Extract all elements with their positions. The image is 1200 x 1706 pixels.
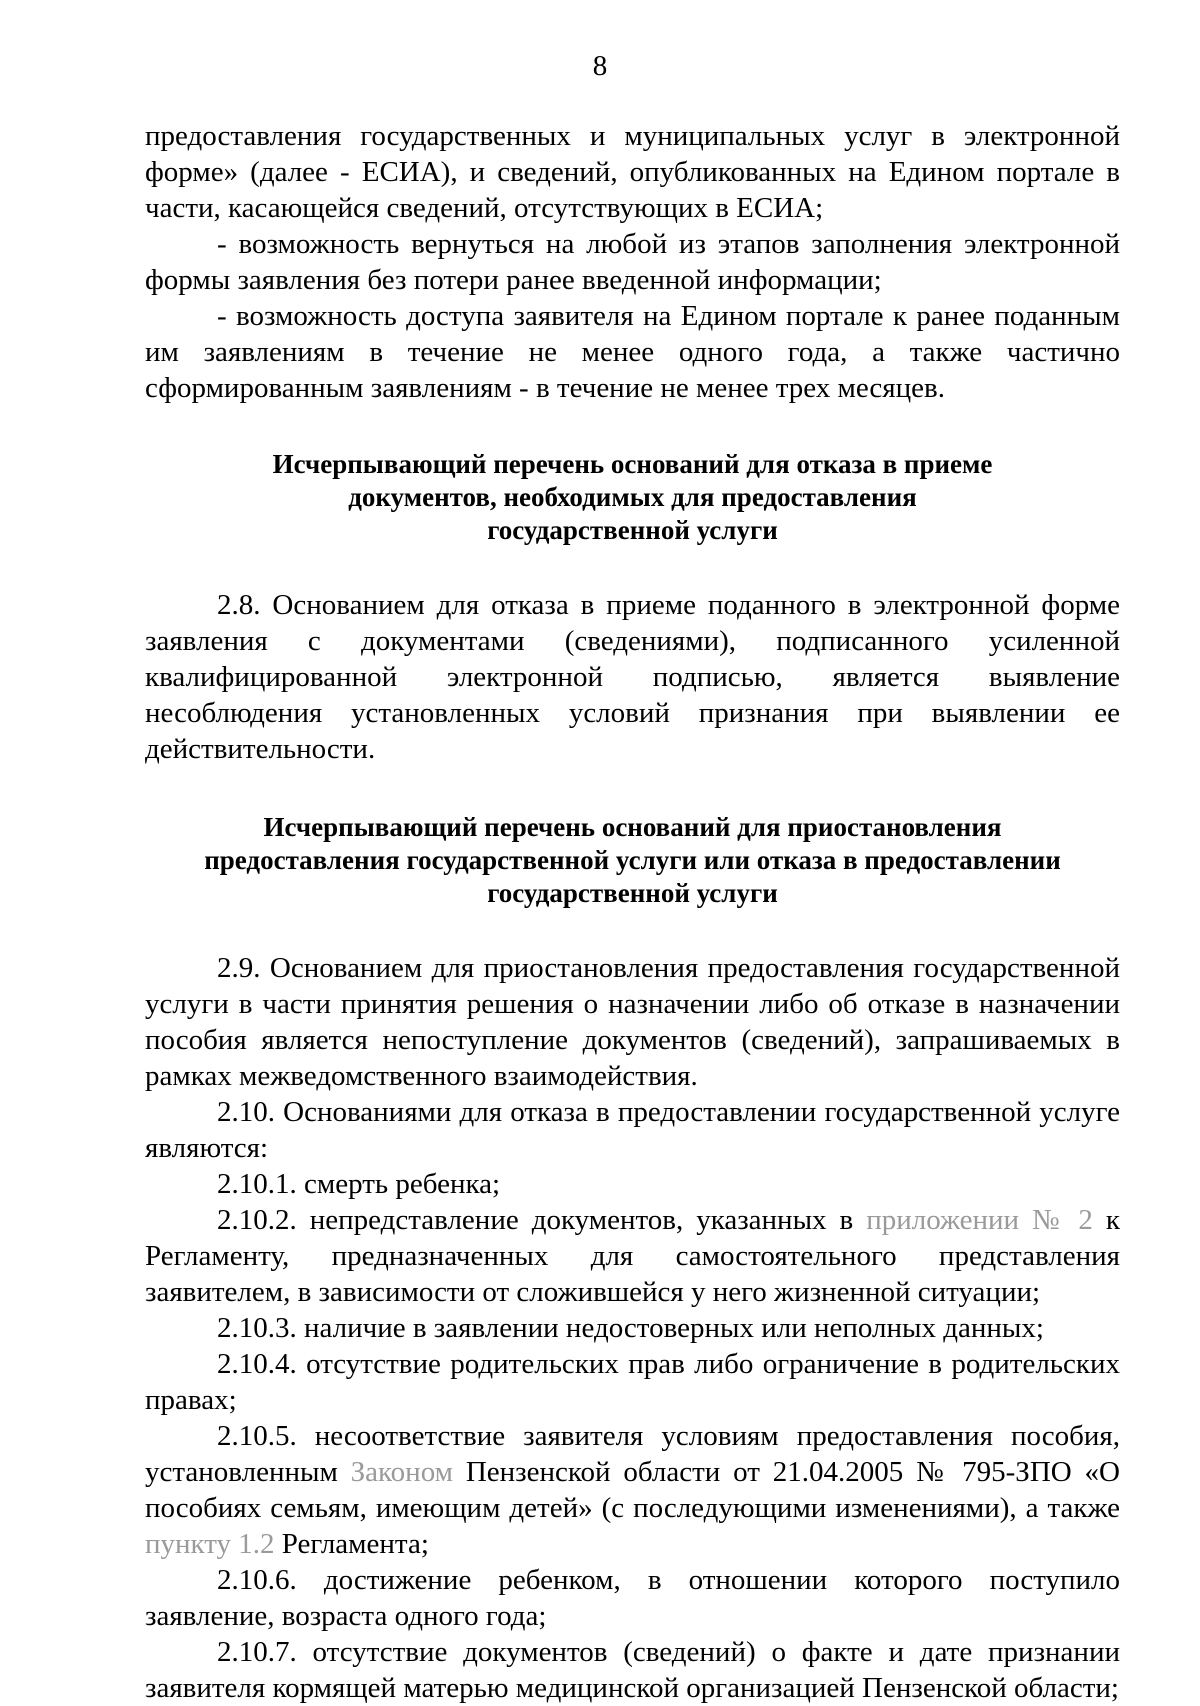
list-item: - возможность доступа заявителя на Едином портале к ранее поданным им заявлениям в течение не менее одного года, а также частично сформированным заявлениям - в течение не менее трех месяцев. [145, 300, 1120, 404]
heading-line: государственной услуги [487, 515, 778, 545]
section-heading-suspension [145, 811, 1120, 910]
text-span: к Регламенту, предназначенных для самостоятельного представления заявителем, в зависимости от сложившейся у него жизненной ситуации; [145, 1204, 1120, 1308]
document-body [145, 118, 1120, 1706]
paragraph-2-10-7: 2.10.7. отсутствие документов (сведений) о факте и дате признании заявителя кормящей матерью медицинской организацией Пензенской области; [145, 1636, 1120, 1704]
page-number: 8 [592, 50, 608, 82]
paragraph-2-9: 2.9. Основанием для приостановления предоставления государственной услуги в части принятия решения о назначении либо об отказе в назначении пособия является непоступление документов (сведений), запрашиваемых в рамках межведомственного взаимодействия. [145, 952, 1120, 1092]
text-span: 2.10.2. непредставление документов, указанных в [217, 1204, 867, 1236]
paragraph-2-10-2 [145, 1202, 1120, 1310]
heading-line: государственной услуги [487, 878, 778, 908]
text-span: Регламента; [274, 1528, 429, 1560]
clause-1-2-link[interactable]: пункту 1.2 [145, 1528, 275, 1560]
continuation-paragraph: предоставления государственных и муниципальных услуг в электронной форме» (далее - ЕСИА), и сведений, опубликованных на Едином портале в части, касающейся сведений, отсутствующих в ЕСИА; [145, 120, 1120, 224]
text-span: 2.10.5. несоответствие заявителя условиям предоставления пособия, установленным [145, 1420, 1120, 1488]
section-heading-refusal-reception [145, 448, 1120, 547]
paragraph-2-8: 2.8. Основанием для отказа в приеме поданного в электронной форме заявления с документами (сведениями), подписанного усиленной квалифицированной электронной подписью, является выявление несоблюдения установленных условий признания при выявлении ее действительности. [145, 589, 1120, 765]
heading-line: документов, необходимых для предоставления [348, 482, 917, 512]
paragraph-2-10: 2.10. Основаниями для отказа в предоставлении государственной услуге являются: [145, 1096, 1120, 1164]
paragraph-2-10-3: 2.10.3. наличие в заявлении недостоверных или неполных данных; [217, 1312, 1044, 1344]
law-link[interactable]: Законом [350, 1456, 453, 1488]
heading-line: предоставления государственной услуги или отказа в предоставлении [204, 845, 1061, 875]
list-item: - возможность вернуться на любой из этапов заполнения электронной формы заявления без потери ранее введенной информации; [145, 228, 1120, 296]
paragraph-2-10-1: 2.10.1. смерть ребенка; [217, 1168, 501, 1200]
paragraph-2-10-5 [145, 1418, 1120, 1562]
heading-line: Исчерпывающий перечень оснований для отказа в приеме [272, 449, 993, 479]
paragraph-2-10-6: 2.10.6. достижение ребенком, в отношении которого поступило заявление, возраста одного года; [145, 1564, 1120, 1632]
paragraph-2-10-4: 2.10.4. отсутствие родительских прав либо ограничение в родительских правах; [145, 1348, 1120, 1416]
heading-line: Исчерпывающий перечень оснований для приостановления [263, 812, 1002, 842]
text-span: Пензенской области от 21.04.2005 № 795-ЗПО «О пособиях семьям, имеющим детей» (с последующими изменениями), а также [145, 1456, 1120, 1524]
appendix-2-link[interactable]: приложении № 2 [866, 1204, 1093, 1236]
